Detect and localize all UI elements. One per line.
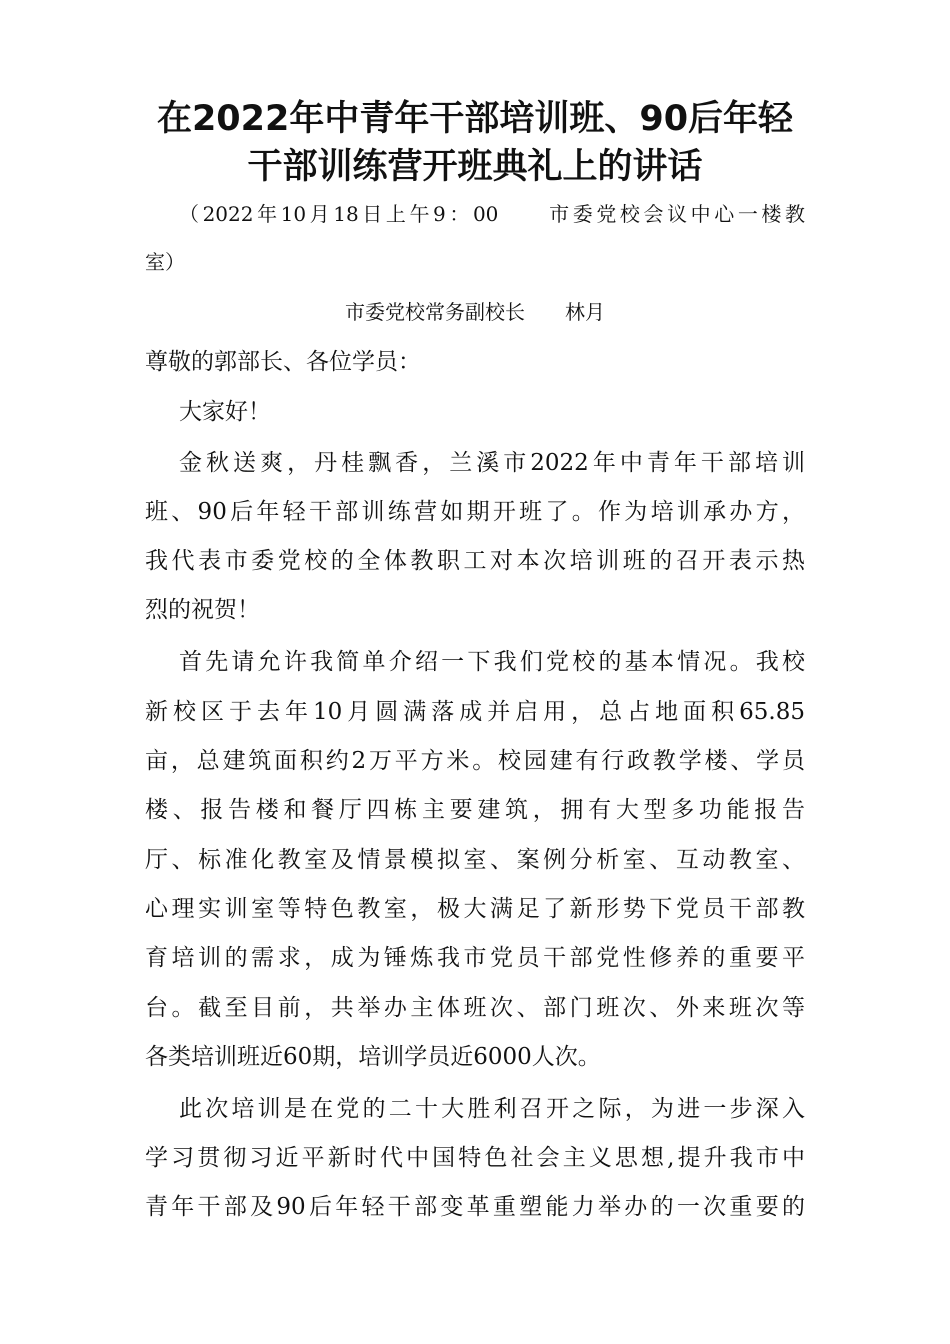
body-line: 心理实训室等特色教室，极大满足了新形势下党员干部教 bbox=[145, 896, 805, 922]
body-line: 楼、报告楼和餐厅四栋主要建筑，拥有大型多功能报告 bbox=[145, 797, 805, 823]
salutation: 尊敬的郭部长、各位学员： bbox=[145, 349, 421, 375]
body-line: 厅、标准化教室及情景模拟室、案例分析室、互动教室、 bbox=[145, 847, 805, 873]
document-title-line-1: 在2022年中青年干部培训班、90后年轻 bbox=[156, 99, 794, 139]
body-line: 亩，总建筑面积约2万平方米。校园建有行政教学楼、学员 bbox=[145, 748, 805, 774]
meta-line-2: 室） bbox=[145, 250, 185, 274]
body-line: 我代表市委党校的全体教职工对本次培训班的召开表示热 bbox=[145, 548, 805, 574]
body-line: 班、90后年轻干部训练营如期开班了。作为培训承办方， bbox=[145, 499, 805, 525]
document-title-line-2: 干部训练营开班典礼上的讲话 bbox=[247, 147, 703, 187]
body-line: 新校区于去年10月圆满落成并启用，总占地面积65.85 bbox=[145, 699, 805, 725]
body-line: 台。截至目前，共举办主体班次、部门班次、外来班次等 bbox=[145, 995, 805, 1021]
body-line: 此次培训是在党的二十大胜利召开之际，为进一步深入 bbox=[179, 1096, 805, 1122]
body-line: 首先请允许我简单介绍一下我们党校的基本情况。我校 bbox=[179, 649, 805, 675]
speaker-line: 市委党校常务副校长 林月 bbox=[345, 300, 605, 324]
meta-line-1: （2022年10月18日上午9：00 市委党校会议中心一楼教 bbox=[179, 202, 805, 226]
body-line: 青年干部及90后年轻干部变革重塑能力举办的一次重要的 bbox=[145, 1194, 805, 1220]
body-line: 各类培训班近60期，培训学员近6000人次。 bbox=[145, 1044, 601, 1070]
body-line: 学习贯彻习近平新时代中国特色社会主义思想,提升我市中 bbox=[145, 1145, 805, 1171]
body-line: 金秋送爽，丹桂飘香，兰溪市2022年中青年干部培训 bbox=[179, 450, 805, 476]
greeting: 大家好！ bbox=[179, 399, 271, 425]
body-line: 育培训的需求，成为锤炼我市党员干部党性修养的重要平 bbox=[145, 945, 805, 971]
body-line: 烈的祝贺！ bbox=[145, 597, 260, 623]
